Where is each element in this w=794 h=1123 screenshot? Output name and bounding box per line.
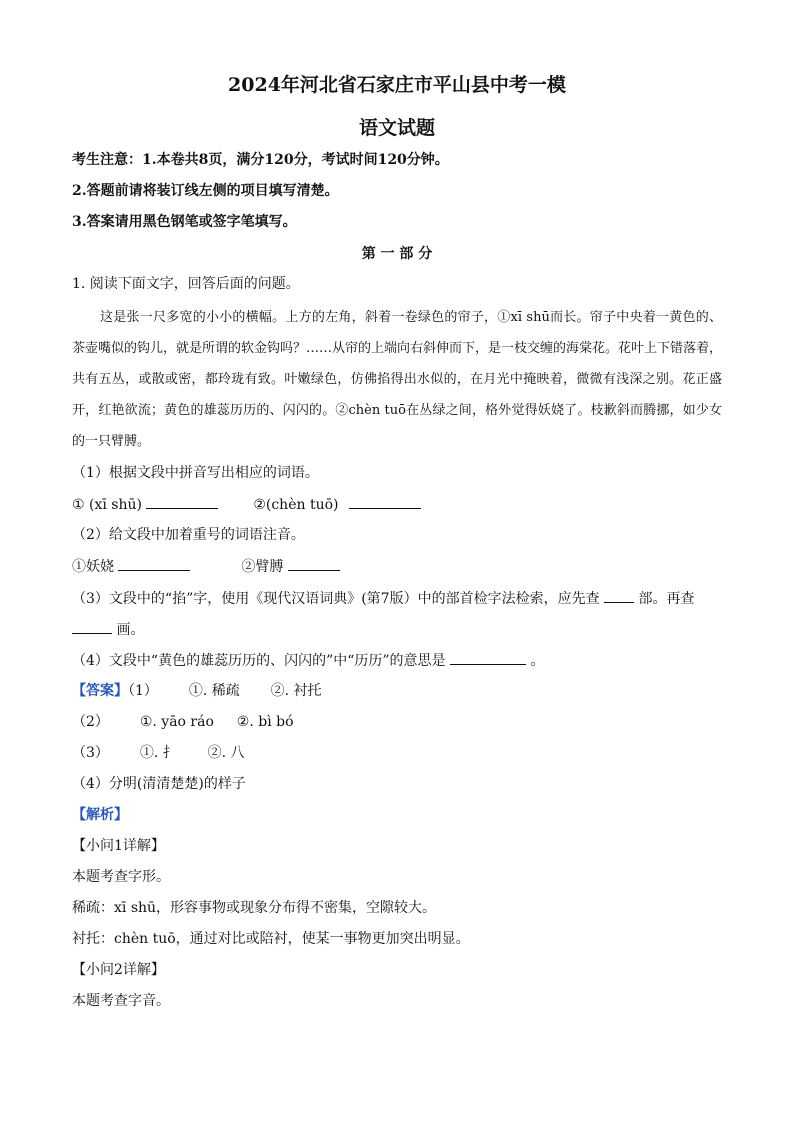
q1-answer-line: [72, 494, 722, 515]
exam-subtitle: 语文试题: [358, 117, 435, 139]
q1-item-2: ②(chèn tuō): [253, 497, 339, 513]
analysis-tag: 【解析】: [72, 807, 128, 823]
sub-question-1-heading: 【小问1详解】: [72, 838, 165, 854]
exam-title: 2024年河北省石家庄市平山县中考一模: [228, 74, 566, 96]
q2-item-2: ②臂膊: [241, 559, 284, 575]
q2-answer-line: [72, 556, 722, 577]
answer-row-2: [72, 712, 722, 732]
analysis-1-line-2: 稀疏：xī shū，形容事物或现象分布得不密集，空隙较大。: [72, 900, 437, 916]
q4-blank[interactable]: [450, 650, 526, 665]
answer-row-1: [72, 681, 722, 701]
q2-blank-2[interactable]: [288, 556, 340, 571]
q3-blank-2[interactable]: [72, 619, 112, 634]
q1-item-1: ① (xī shū): [72, 497, 142, 513]
q2-blank-1[interactable]: [118, 556, 190, 571]
q1-blank-1[interactable]: [146, 494, 218, 509]
answer-2-item-1: ①. yāo ráo: [139, 714, 214, 730]
analysis-1-line-3: 衬托：chèn tuō，通过对比或陪衬，使某一事物更加突出明显。: [72, 931, 470, 947]
answer-tag: 【答案】: [72, 683, 128, 699]
q3-prompt: [72, 588, 722, 609]
sub-question-2-heading: 【小问2详解】: [72, 962, 165, 978]
reading-passage: 这是张一尺多宽的小小的横幅。上方的左角，斜着一卷绿色的帘子，①xī shū而长。帘子中央着一黄色的、茶壶嘴似的钩儿，就是所谓的软金钩吗？……从帘的上端向右斜伸而下，是一枝交缠的海棠花。花叶上下错落着，共有五丛，或散或密，都玲珑有致。叶嫩绿色，仿佛掐得出水似的，在月光中掩映着，微微有浅深之别。花正盛开，红艳欲流；黄色的雄蕊历历的、闪闪的。②chèn tuō在丛绿之间，格外觉得妖娆了。枝歉斜而腾挪，如少女的一只臂膊。: [72, 310, 723, 449]
q3-text-2: 部。再查: [638, 591, 695, 607]
notice-line-3: 3.答案请用黑色钢笔或签字笔填写。: [72, 214, 297, 230]
answer-2-item-2: ②. bì bó: [236, 714, 294, 730]
answer-2-num: （2）: [72, 714, 109, 730]
analysis-2-line-1: 本题考查字音。: [72, 993, 170, 1009]
answer-row-4: （4）分明(清清楚楚)的样子: [72, 776, 246, 792]
answer-3-item-1: ①. 扌: [139, 745, 177, 761]
answer-1-item-2: ②. 衬托: [270, 683, 322, 699]
q2-item-1: ①妖娆: [72, 559, 114, 575]
q1-prompt: （1）根据文段中拼音写出相应的词语。: [72, 465, 319, 481]
q1-blank-2[interactable]: [349, 494, 421, 509]
q2-prompt: （2）给文段中加着重号的词语注音。: [72, 527, 305, 543]
q4-text-1: （4）文段中“黄色的雄蕊历历的、闪闪的”中“历历”的意思是: [72, 653, 446, 669]
answer-3-item-2: ②. 八: [207, 745, 245, 761]
part-heading: 第 一 部 分: [361, 246, 433, 262]
q4-prompt: [72, 650, 722, 671]
q3-text-1: （3）文段中的“掐”字，使用《现代汉语词典》(第7版）中的部首检字法检索，应先查: [72, 591, 600, 607]
notice-line-2: 2.答题前请将装订线左侧的项目填写清楚。: [72, 183, 339, 199]
answer-1-num: （1）: [128, 683, 158, 699]
q3-prompt-cont: [72, 619, 722, 640]
q3-blank-1[interactable]: [604, 588, 634, 603]
analysis-1-line-1: 本题考查字形。: [72, 869, 170, 885]
answer-row-3: [72, 743, 722, 763]
q4-text-2: 。: [530, 653, 545, 669]
notice-line-1: 考生注意：1.本卷共8页，满分120分，考试时间120分钟。: [72, 152, 449, 168]
answer-3-num: （3）: [72, 745, 109, 761]
q3-text-3: 画。: [116, 622, 145, 638]
question-stem: 1. 阅读下面文字，回答后面的问题。: [72, 276, 300, 292]
answer-1-item-1: ①. 稀疏: [188, 683, 240, 699]
